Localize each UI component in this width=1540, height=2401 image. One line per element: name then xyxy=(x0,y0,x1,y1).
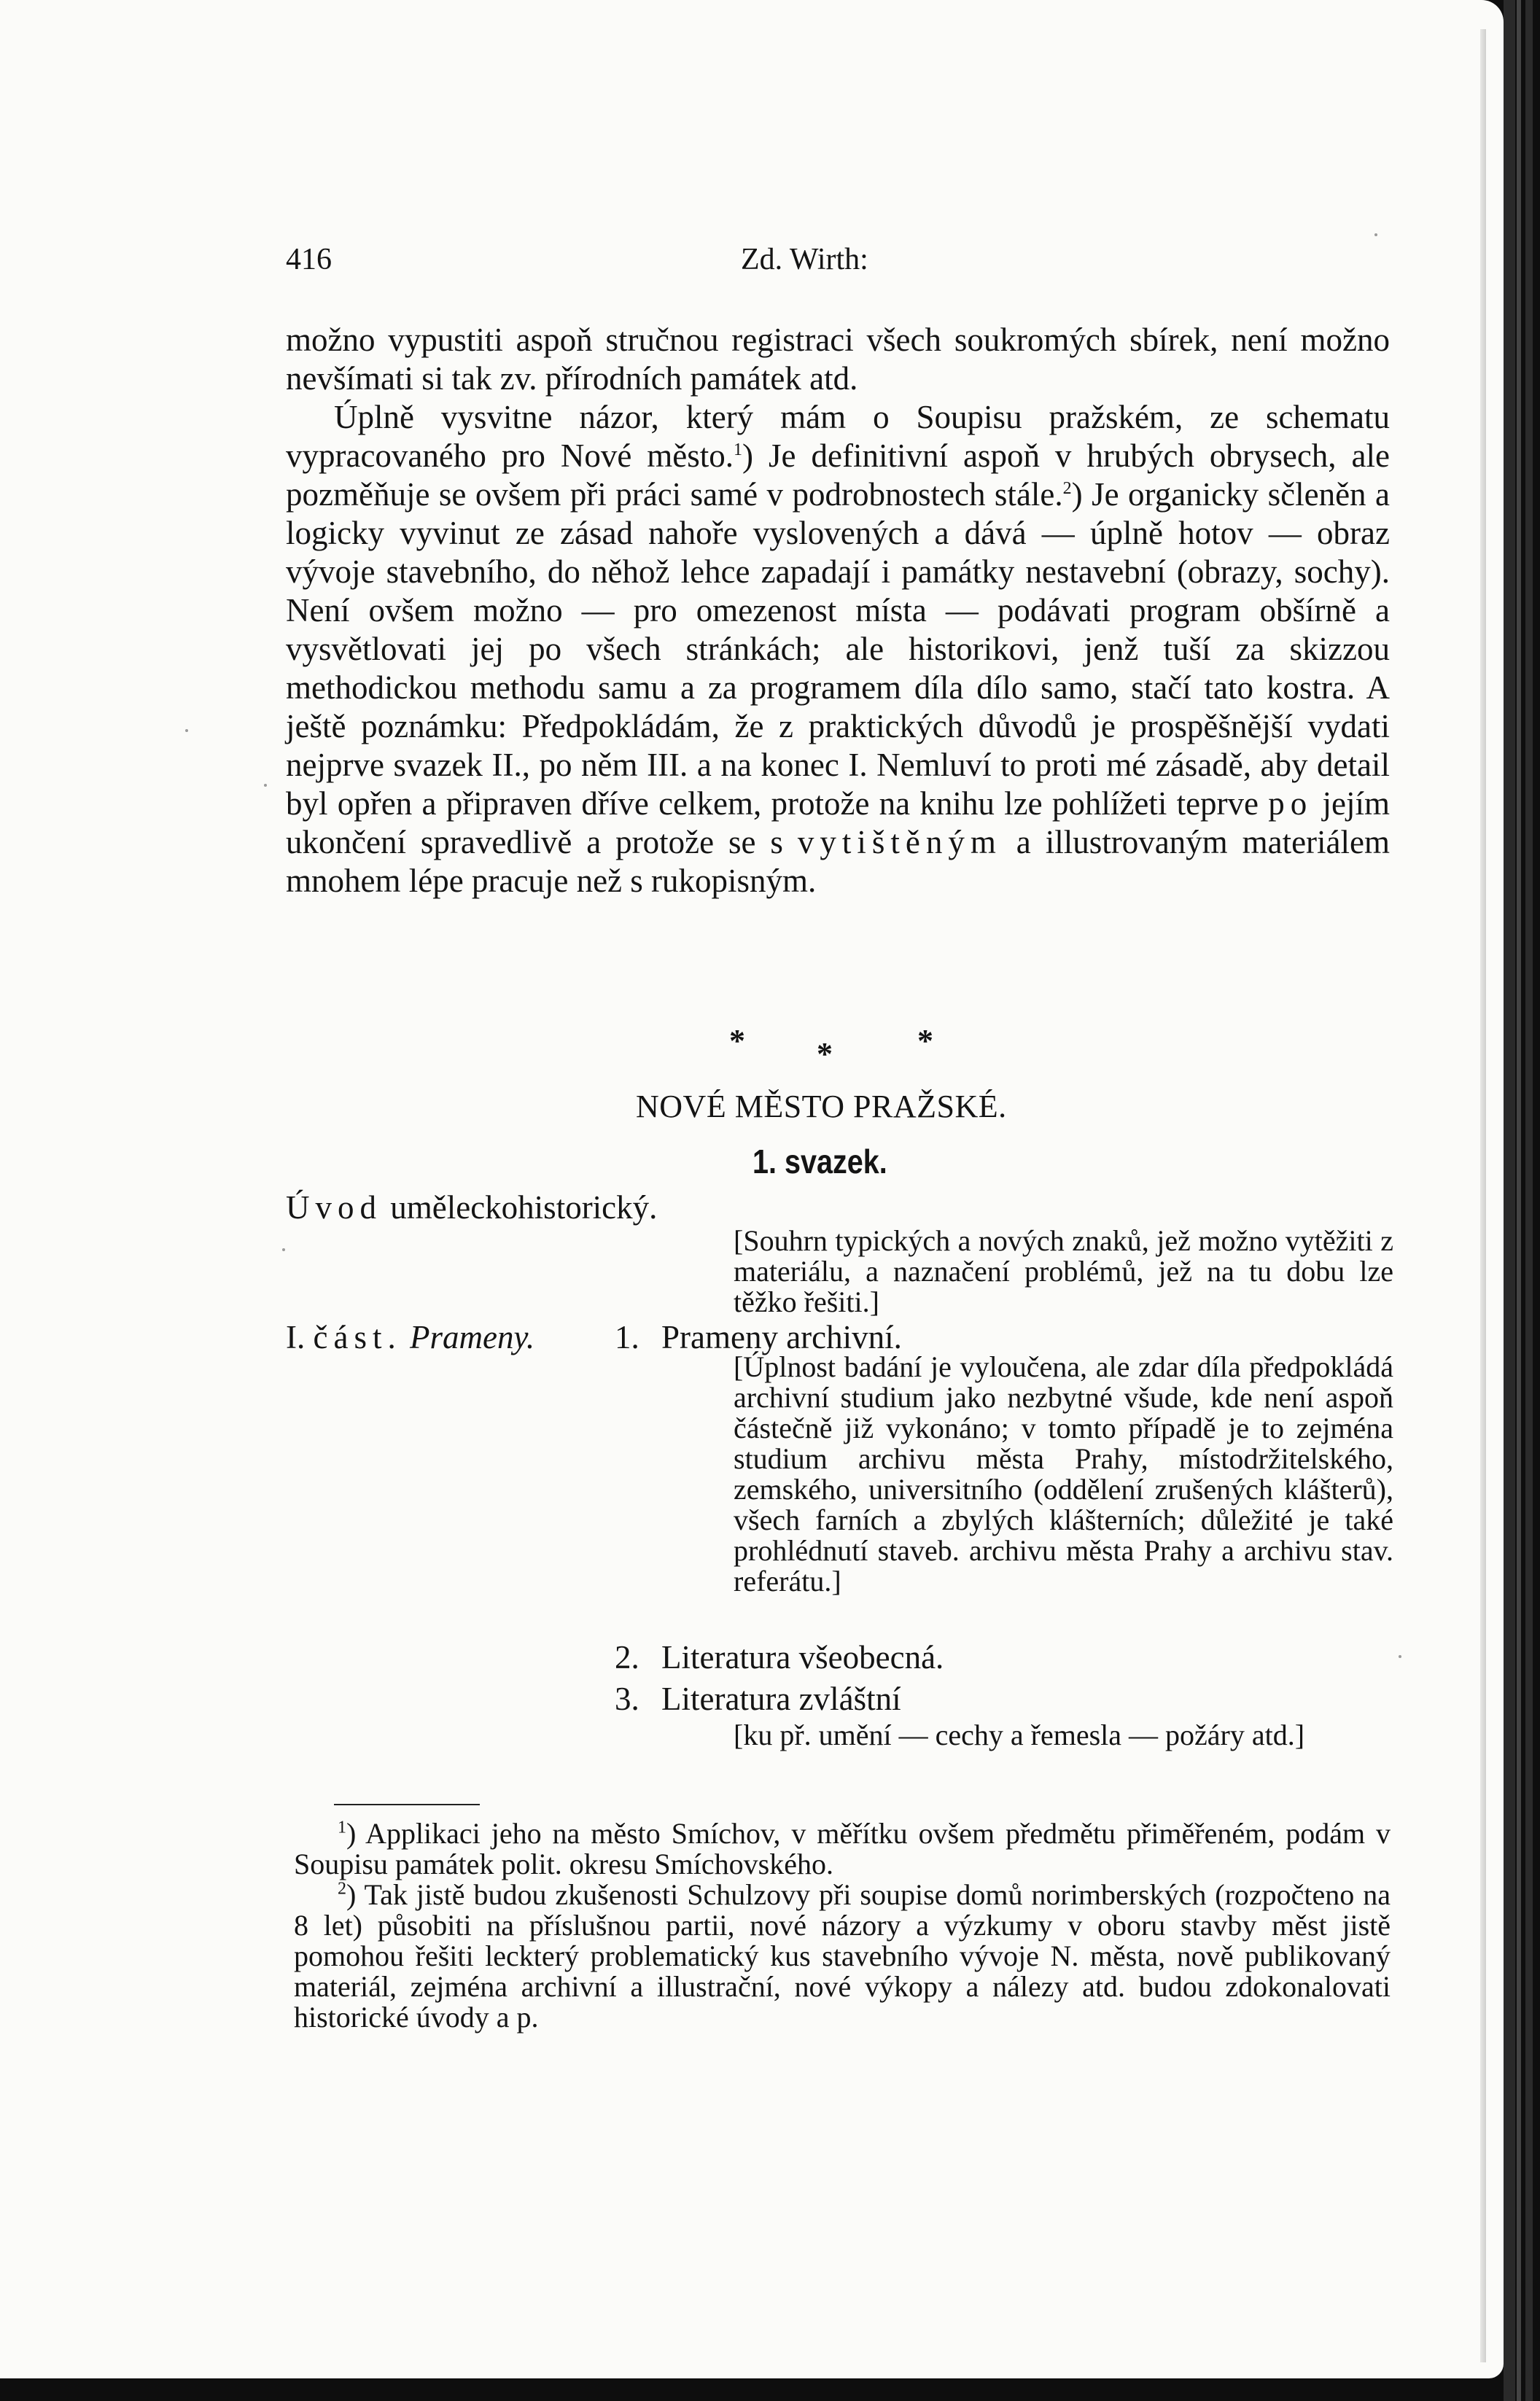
part-label: část. xyxy=(313,1319,402,1355)
book-binding-edge xyxy=(1517,0,1521,2401)
page-number: 416 xyxy=(286,243,332,276)
paragraph-2 xyxy=(286,398,1390,900)
paragraph-2-part-a: Úplně vysvitne názor, který mám o Soupisu pražském, ze schematu vypracovaného pro Nové město. xyxy=(286,399,1390,474)
list-item-title: Literatura zvláštní xyxy=(661,1681,901,1717)
paper-speck xyxy=(185,729,188,732)
paragraph-1: možno vypustiti aspoň stručnou registraci všech soukromých sbírek, není možno nevšímati si tak zv. přírodních památek atd. xyxy=(286,322,1390,397)
running-head-author: Zd. Wirth: xyxy=(741,243,868,276)
section-title: NOVÉ MĚSTO PRAŽSKÉ. xyxy=(636,1089,1007,1124)
paper-speck xyxy=(1399,1655,1401,1658)
section-divider xyxy=(729,1022,948,1072)
spaced-word-po: po xyxy=(1268,785,1313,822)
running-head xyxy=(286,242,1394,283)
footnote-mark-2: 2 xyxy=(338,1879,346,1899)
paper-speck xyxy=(264,784,267,787)
list-item-number: 3. xyxy=(615,1681,639,1717)
part-number: I. xyxy=(286,1319,306,1355)
part-name: Prameny. xyxy=(409,1319,535,1355)
book-binding-edge xyxy=(1525,0,1533,2401)
list-item-number: 1. xyxy=(615,1319,639,1355)
footnote-1-text: ) Applikaci jeho na město Smíchov, v měřítku ovšem předmětu přiměřeném, podám v Soupisu památek polit. okresu Smíchovského. xyxy=(294,1817,1391,1880)
paper-speck xyxy=(1374,233,1377,236)
list-item xyxy=(615,1638,944,1676)
divider-star-left: * xyxy=(729,1023,745,1059)
intro-label: Úvod xyxy=(286,1189,382,1226)
paper-speck xyxy=(282,1248,285,1251)
footnote-ref-1: 1 xyxy=(734,440,743,459)
footnote-2 xyxy=(294,1880,1391,2033)
divider-star-right: * xyxy=(917,1023,933,1059)
intro-label-rest: uměleckohistorický. xyxy=(390,1189,658,1226)
paragraph-2-part-e: a illustrovaným materiálem mnohem lépe pracuje než s rukopisným. xyxy=(286,824,1391,899)
footnote-ref-2: 2 xyxy=(1062,479,1072,498)
archive-sources-note: [Úplnost badání je vyloučena, ale zdar díla předpokládá archivní studium jako nezbytné všude, kde není aspoň částečně již vykonáno; v tomto případě je to zejména studium archivu města Prahy, místodržitelského, zemského, universitního (oddělení zrušených klášterů), všech farních a zbylých klášterních; důležité je také prohlédnutí staveb. archivu města Prahy a archivu stav. referátu.] xyxy=(734,1350,1393,1598)
list-item-title: Prameny archivní. xyxy=(661,1319,902,1355)
main-text xyxy=(286,321,1390,900)
volume-title: 1. svazek. xyxy=(752,1143,887,1180)
special-literature-note: [ku př. umění — cechy a řemesla — požáry atd.] xyxy=(734,1719,1305,1751)
page-edge xyxy=(1480,29,1486,2362)
footnotes xyxy=(294,1818,1391,2033)
divider-star-middle: * xyxy=(817,1036,833,1072)
list-item xyxy=(615,1680,901,1718)
footnote-mark-1: 1 xyxy=(338,1818,346,1837)
footnote-1 xyxy=(294,1818,1391,1880)
footnote-divider xyxy=(334,1804,480,1805)
part-heading xyxy=(286,1318,534,1356)
intro-note: [Souhrn typických a nových znaků, jež možno vytěžiti z materiálu, a naznačení problémů, jež na tu dobu lze těžko řešiti.] xyxy=(734,1224,1393,1318)
paragraph-2-part-b: ) Je definitivní aspoň v hrubých obrysech, ale pozměňuje se ovšem při práci samé v podrobnostech stále. xyxy=(286,437,1390,513)
paragraph-2-part-c: ) Je organicky sčleněn a logicky vyvinut ze zásad nahoře vyslovených a dává — úplně hotov — obraz vývoje stavebního, do něhož lehce zapadají i památky nestavební (obrazy, sochy). Není ovšem možno — pro omezenost místa — podávati program obšírně a vysvětlovati jej po všech stránkách; ale historikovi, jenž tuší za skizzou methodickou methodu samu a za programem díla dílo samo, stačí tato kostra. A ještě poznámku: Předpokládám, že z praktických důvodů je prospěšnější vydati nejprve svazek II., po něm III. a na konec I. Nemluví to proti mé zásadě, aby detail byl opřen a připraven dříve celkem, protože na knihu lze pohlížeti teprve xyxy=(286,476,1390,822)
book-binding-edge xyxy=(1504,0,1515,2401)
footnote-2-text: ) Tak jistě budou zkušenosti Schulzovy při soupise domů norimberských (rozpočteno na 8 let) působiti na příslušnou partii, nové názory a výzkumy v oboru stavby měst jistě pomohou řešiti leckterý problematický kus stavebního vývoje N. města, nově publikovaný materiál, zejména archivní a illustrační, nové výkopy a nálezy atd. budou zdokonalovati historické úvody a p. xyxy=(294,1878,1391,2034)
intro-heading xyxy=(286,1188,657,1226)
spaced-word-vytisteny: vytištěným xyxy=(797,824,1002,860)
paragraph-2-part-d: jejím ukončení spravedlivě a protože se s xyxy=(286,785,1391,860)
list-item-title: Literatura všeobecná. xyxy=(661,1639,944,1676)
list-item-number: 2. xyxy=(615,1639,639,1676)
